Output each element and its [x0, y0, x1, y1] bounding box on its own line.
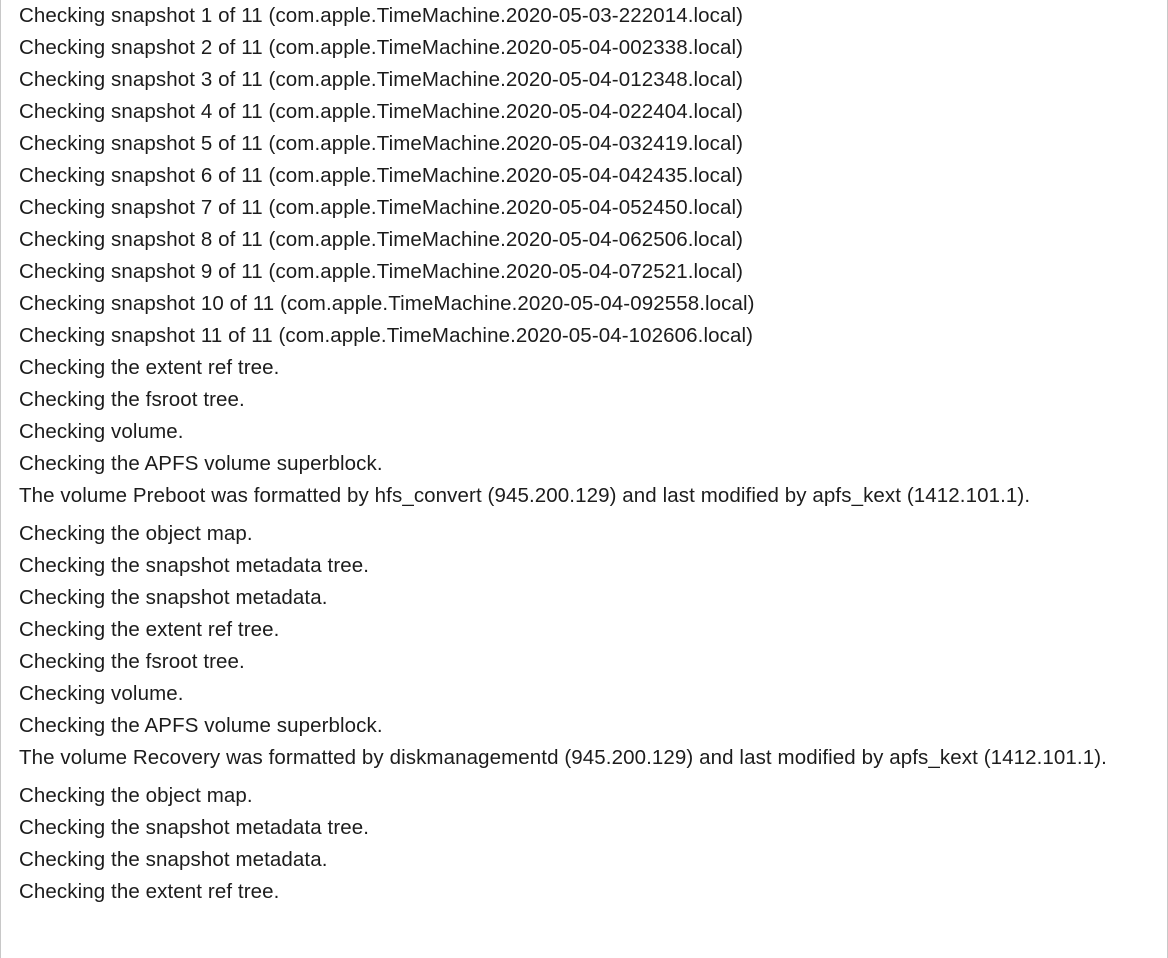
- log-line: Checking the snapshot metadata tree.: [19, 816, 370, 839]
- log-line: Checking snapshot 3 of 11 (com.apple.TimeMachine.2020-05-04-012348.local): [19, 68, 744, 91]
- log-line: Checking the APFS volume superblock.: [19, 714, 383, 737]
- log-line: Checking the fsroot tree.: [19, 388, 245, 411]
- log-line: The volume Preboot was formatted by hfs_convert (945.200.129) and last modified by apfs_kext (1412.101.1).: [19, 484, 1031, 507]
- log-line: Checking the object map.: [19, 784, 253, 807]
- log-line: The volume Recovery was formatted by diskmanagementd (945.200.129) and last modified by apfs_kext (1412.101.1).: [19, 746, 1107, 769]
- log-line: Checking snapshot 10 of 11 (com.apple.TimeMachine.2020-05-04-092558.local): [19, 292, 755, 315]
- log-line: Checking snapshot 1 of 11 (com.apple.TimeMachine.2020-05-03-222014.local): [19, 4, 744, 27]
- log-line: Checking snapshot 8 of 11 (com.apple.TimeMachine.2020-05-04-062506.local): [19, 228, 744, 251]
- log-line: Checking volume.: [19, 682, 184, 705]
- log-line: Checking the extent ref tree.: [19, 356, 280, 379]
- log-line: Checking the snapshot metadata.: [19, 848, 328, 871]
- log-line: Checking volume.: [19, 420, 184, 443]
- log-line: Checking the object map.: [19, 522, 253, 545]
- log-line: Checking snapshot 7 of 11 (com.apple.TimeMachine.2020-05-04-052450.local): [19, 196, 744, 219]
- log-line: Checking snapshot 4 of 11 (com.apple.TimeMachine.2020-05-04-022404.local): [19, 100, 744, 123]
- log-text-area[interactable]: [19, 0, 1107, 908]
- log-line: Checking snapshot 5 of 11 (com.apple.TimeMachine.2020-05-04-032419.local): [19, 132, 744, 155]
- log-line: Checking the APFS volume superblock.: [19, 452, 383, 475]
- log-line: Checking snapshot 2 of 11 (com.apple.TimeMachine.2020-05-04-002338.local): [19, 36, 744, 59]
- log-line: Checking snapshot 6 of 11 (com.apple.TimeMachine.2020-05-04-042435.local): [19, 164, 744, 187]
- log-line: Checking the extent ref tree.: [19, 618, 280, 641]
- log-line: Checking the snapshot metadata tree.: [19, 554, 370, 577]
- log-line: Checking snapshot 11 of 11 (com.apple.TimeMachine.2020-05-04-102606.local): [19, 324, 754, 347]
- log-line: Checking the snapshot metadata.: [19, 586, 328, 609]
- log-line: Checking the fsroot tree.: [19, 650, 245, 673]
- log-line: Checking the extent ref tree.: [19, 880, 280, 903]
- log-line: Checking snapshot 9 of 11 (com.apple.TimeMachine.2020-05-04-072521.local): [19, 260, 744, 283]
